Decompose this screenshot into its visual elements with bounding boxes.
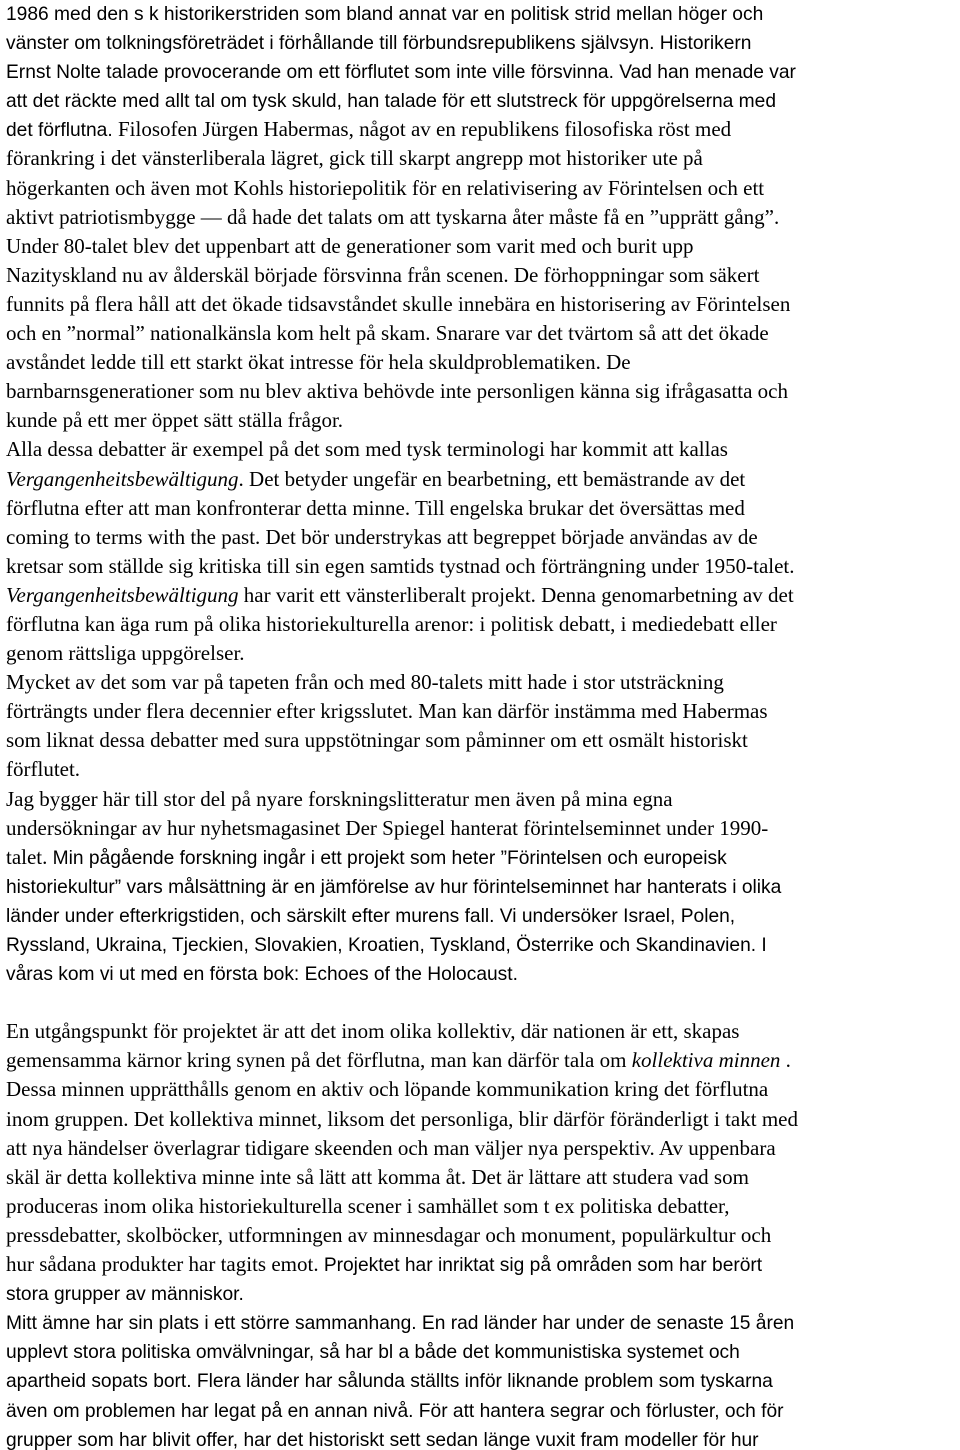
text-line	[6, 0, 958, 28]
text-run: hur sådana produkter har tagits emot.	[6, 1252, 324, 1277]
text-run: aktivt patriotismbygge — då hade det talats om att tyskarna åter måste få en ”upprätt gång”.	[6, 204, 780, 229]
text-line	[6, 785, 958, 814]
text-run: Under 80-talet blev det uppenbart att de generationer som varit med och burit upp	[6, 233, 694, 258]
text-line	[6, 1308, 958, 1337]
text-run: genom rättsliga uppgörelser.	[6, 641, 245, 666]
text-run: grupper som har blivit offer, har det historiskt sett sedan länge vuxit fram modeller för hur	[6, 1429, 759, 1450]
text-run: vänster om tolkningsföreträdet i förhållande till förbundsrepublikens självsyn. Historikern	[6, 33, 752, 55]
text-line	[6, 1163, 958, 1192]
text-run: talet.	[6, 844, 53, 869]
text-run: förträngts under flera decennier efter krigsslutet. Man kan därför instämma med Habermas	[6, 699, 768, 724]
text-run: kretsar som ställde sig kritiska till sin egen samtids tystnad och förträngning under 1950-talet.	[6, 553, 795, 578]
text-line	[6, 610, 958, 639]
text-run: att nya händelser överlagrar tidigare skeenden och man väljer nya perspektiv. Av uppenbara	[6, 1135, 776, 1160]
text-line	[6, 1105, 958, 1134]
text-run: . Det betyder ungefär en bearbetning, ett bemästrande av det	[238, 466, 746, 491]
text-run: funnits på flera håll att det ökade tidsavståndet skulle innebära en historisering av Förintelsen	[6, 291, 791, 316]
text-run: stora grupper av människor.	[6, 1284, 244, 1306]
text-run: inom gruppen. Det kollektiva minnet, liksom det personliga, blir därför föränderligt i takt med	[6, 1106, 798, 1131]
text-line	[6, 465, 958, 494]
text-line	[6, 552, 958, 581]
text-line	[6, 639, 958, 668]
text-line	[6, 115, 958, 144]
italic-text-run: kollektiva minnen	[631, 1048, 781, 1073]
text-run: och en ”normal” nationalkänsla kom helt på skam. Snarare var det tvärtom så att det ökade	[6, 321, 769, 346]
text-line	[6, 144, 958, 173]
text-line	[6, 1017, 958, 1046]
text-line	[6, 57, 958, 86]
blank-line	[6, 988, 958, 1017]
text-run: Ryssland, Ukraina, Tjeckien, Slovakien, Kroatien, Tyskland, Österrike och Skandinavien. I	[6, 935, 767, 956]
text-line	[6, 232, 958, 261]
text-line	[6, 581, 958, 610]
text-line	[6, 174, 958, 203]
text-line	[6, 814, 958, 843]
text-run: 1986 med den s k historikerstriden som bland annat var en politisk strid mellan höger och	[6, 4, 764, 25]
text-line	[6, 726, 958, 755]
text-line	[6, 1337, 958, 1366]
text-line	[6, 319, 958, 348]
text-run: upplevt stora politiska omvälvningar, så har bl a både det kommunistiska systemet och	[6, 1342, 740, 1364]
text-run: Nazityskland nu av ålderskäl började försvinna från scenen. De förhoppningar som säkert	[6, 262, 760, 287]
text-run: avståndet ledde till ett starkt ökat intresse för hela skuldproblematiken. De	[6, 350, 631, 375]
text-line	[6, 1221, 958, 1250]
text-line	[6, 697, 958, 726]
text-line	[6, 872, 958, 901]
text-line	[6, 901, 958, 930]
text-run: förflutet.	[6, 757, 81, 782]
text-line	[6, 1396, 958, 1425]
text-line	[6, 1366, 958, 1395]
text-run: förflutna efter att man konfronterar detta minne. Till engelska brukar det översättas med	[6, 495, 745, 520]
text-line	[6, 1425, 958, 1450]
text-run: undersökningar av hur nyhetsmagasinet Der Spiegel hanterat förintelseminnet under 1990-	[6, 815, 769, 840]
text-line	[6, 290, 958, 319]
text-run: Ernst Nolte talade provocerande om ett förflutet som inte ville försvinna. Vad han menade var	[6, 62, 796, 84]
text-line	[6, 435, 958, 464]
text-run: kunde på ett mer öppet sätt ställa frågor.	[6, 408, 344, 433]
text-run: att det räckte med allt tal om tysk skuld, han talade för ett slutstreck för uppgörelserna med	[6, 91, 777, 113]
text-run: Jag bygger här till stor del på nyare forskningslitteratur men även på mina egna	[6, 786, 673, 811]
text-run: förankring i det vänsterliberala lägret, gick till skarpt angrepp mot historiker ute på	[6, 146, 703, 171]
text-run: Filosofen Jürgen Habermas, något av en republikens filosofiska röst med	[118, 117, 732, 142]
text-line	[6, 1134, 958, 1163]
text-line	[6, 1046, 958, 1075]
text-line	[6, 494, 958, 523]
text-line	[6, 843, 958, 872]
text-line	[6, 755, 958, 784]
text-run: historiekultur” vars målsättning är en jämförelse av hur förintelseminnet har hanterats i olika	[6, 876, 782, 898]
text-line	[6, 261, 958, 290]
text-line	[6, 523, 958, 552]
text-run: skäl är detta kollektiva minne inte så lätt att komma åt. Det är lättare att studera vad som	[6, 1164, 749, 1189]
text-run: coming to terms with the past. Det bör understrykas att begreppet började användas av de	[6, 524, 758, 549]
text-run: gemensamma kärnor kring synen på det förflutna, man kan därför tala om	[6, 1048, 632, 1073]
document-page	[6, 0, 958, 1450]
text-run: produceras inom olika historiekulturella scener i samhället som t ex politiska debatter,	[6, 1193, 730, 1218]
text-line	[6, 203, 958, 232]
text-run: länder under efterkrigstiden, och särskilt efter murens fall. Vi undersöker Israel, Polen,	[6, 905, 736, 927]
text-line	[6, 1279, 958, 1308]
text-run: som liknat dessa debatter med sura uppstötningar som påminner om ett osmält historiskt	[6, 728, 748, 753]
text-line	[6, 959, 958, 988]
text-run: förflutna kan äga rum på olika historiekulturella arenor: i politisk debatt, i mediedebatt eller	[6, 611, 777, 636]
text-line	[6, 28, 958, 57]
text-run: det förflutna.	[6, 120, 118, 142]
text-run: även om problemen har legat på en annan nivå. För att hantera segrar och förluster, och för	[6, 1400, 784, 1422]
text-run: apartheid sopats bort. Flera länder har sålunda ställts inför liknande problem som tyskarna	[6, 1371, 773, 1393]
text-line	[6, 377, 958, 406]
text-line	[6, 86, 958, 115]
text-line	[6, 1075, 958, 1104]
text-run: våras kom vi ut med en första bok: Echoes of the Holocaust.	[6, 964, 518, 986]
text-run: Min pågående forskning ingår i ett projekt som heter ”Förintelsen och europeisk	[52, 847, 727, 869]
text-run: .	[780, 1048, 791, 1073]
text-run: har varit ett vänsterliberalt projekt. Denna genomarbetning av det	[238, 582, 794, 607]
text-run: Projektet har inriktat sig på områden som har berört	[323, 1255, 763, 1277]
text-run: En utgångspunkt för projektet är att det inom olika kollektiv, där nationen är ett, skapas	[6, 1019, 740, 1044]
text-run: Alla dessa debatter är exempel på det som med tysk terminologi har kommit att kallas	[6, 437, 728, 462]
text-run: Mitt ämne har sin plats i ett större sammanhang. En rad länder har under de senaste 15 åren	[6, 1313, 795, 1335]
text-line	[6, 1192, 958, 1221]
italic-text-run: Vergangenheitsbewältigung	[6, 582, 239, 607]
text-line	[6, 348, 958, 377]
text-line	[6, 1250, 958, 1279]
italic-text-run: Vergangenheitsbewältigung	[6, 466, 239, 491]
text-line	[6, 668, 958, 697]
text-run: Mycket av det som var på tapeten från och med 80-talets mitt hade i stor utsträckning	[6, 670, 724, 695]
text-line	[6, 930, 958, 959]
text-line	[6, 406, 958, 435]
text-run: pressdebatter, skolböcker, utformningen av minnesdagar och monument, populärkultur och	[6, 1222, 772, 1247]
text-run: högerkanten och även mot Kohls historiepolitik för en relativisering av Förintelsen och ett	[6, 175, 765, 200]
text-run: Dessa minnen upprätthålls genom en aktiv och löpande kommunikation kring det förflutna	[6, 1077, 769, 1102]
text-run: barnbarnsgenerationer som nu blev aktiva behövde inte personligen känna sig ifrågasatta och	[6, 379, 788, 404]
